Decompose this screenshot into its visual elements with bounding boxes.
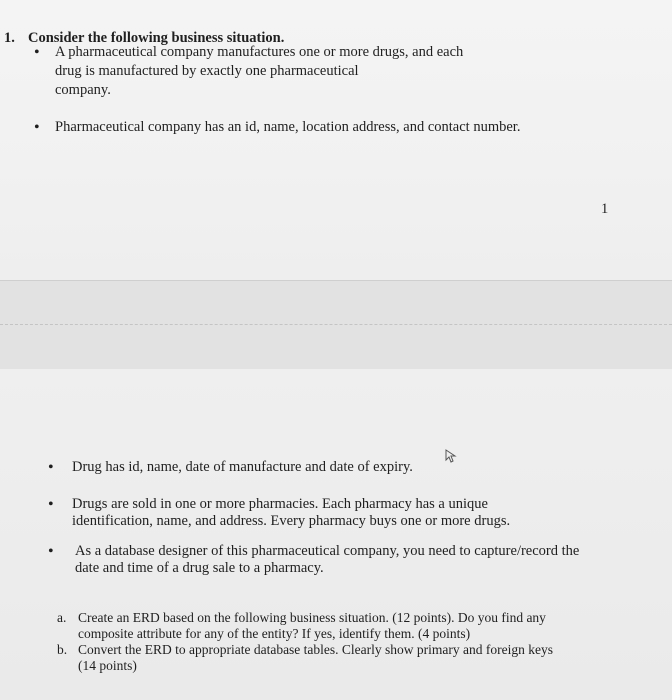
- part-a-label: a.: [57, 610, 67, 625]
- part-a-line-2: composite attribute for any of the entity? If yes, identify them. (4 points): [78, 626, 471, 641]
- part-b-line-2: (14 points): [78, 658, 137, 673]
- bullet-dot: •: [48, 543, 54, 560]
- bullet-dot: •: [34, 44, 40, 61]
- page-break-band: [0, 280, 672, 370]
- part-a-line-1: Create an ERD based on the following business situation. (12 points). Do you find any: [78, 610, 546, 625]
- question-number: 1.: [4, 30, 15, 46]
- bullet-2-line-1: Pharmaceutical company has an id, name, location address, and contact number.: [55, 119, 521, 135]
- page-break-rule: [0, 324, 672, 325]
- part-b-line-1: Convert the ERD to appropriate database tables. Clearly show primary and foreign keys: [78, 642, 553, 657]
- page-number: 1: [601, 201, 609, 217]
- bullet-4-line-2: identification, name, and address. Every pharmacy buys one or more drugs.: [72, 513, 511, 529]
- mouse-cursor-icon: [444, 449, 458, 463]
- bullet-1-line-2: drug is manufactured by exactly one pharmaceutical: [55, 63, 359, 79]
- bullet-5-line-1: As a database designer of this pharmaceutical company, you need to capture/record the: [75, 543, 580, 559]
- bullet-5-line-2: date and time of a drug sale to a pharmacy.: [75, 560, 324, 576]
- bullet-4-line-1: Drugs are sold in one or more pharmacies. Each pharmacy has a unique: [72, 496, 488, 512]
- bullet-3-line-1: Drug has id, name, date of manufacture and date of expiry.: [72, 459, 413, 475]
- bullet-dot: •: [48, 459, 54, 476]
- bullet-1-line-1: A pharmaceutical company manufactures one or more drugs, and each: [55, 44, 464, 60]
- bullet-dot: •: [34, 119, 40, 136]
- part-b-label: b.: [57, 642, 68, 657]
- question-heading: Consider the following business situation.: [28, 30, 285, 46]
- bullet-1-line-3: company.: [55, 82, 111, 98]
- bullet-dot: •: [48, 496, 54, 513]
